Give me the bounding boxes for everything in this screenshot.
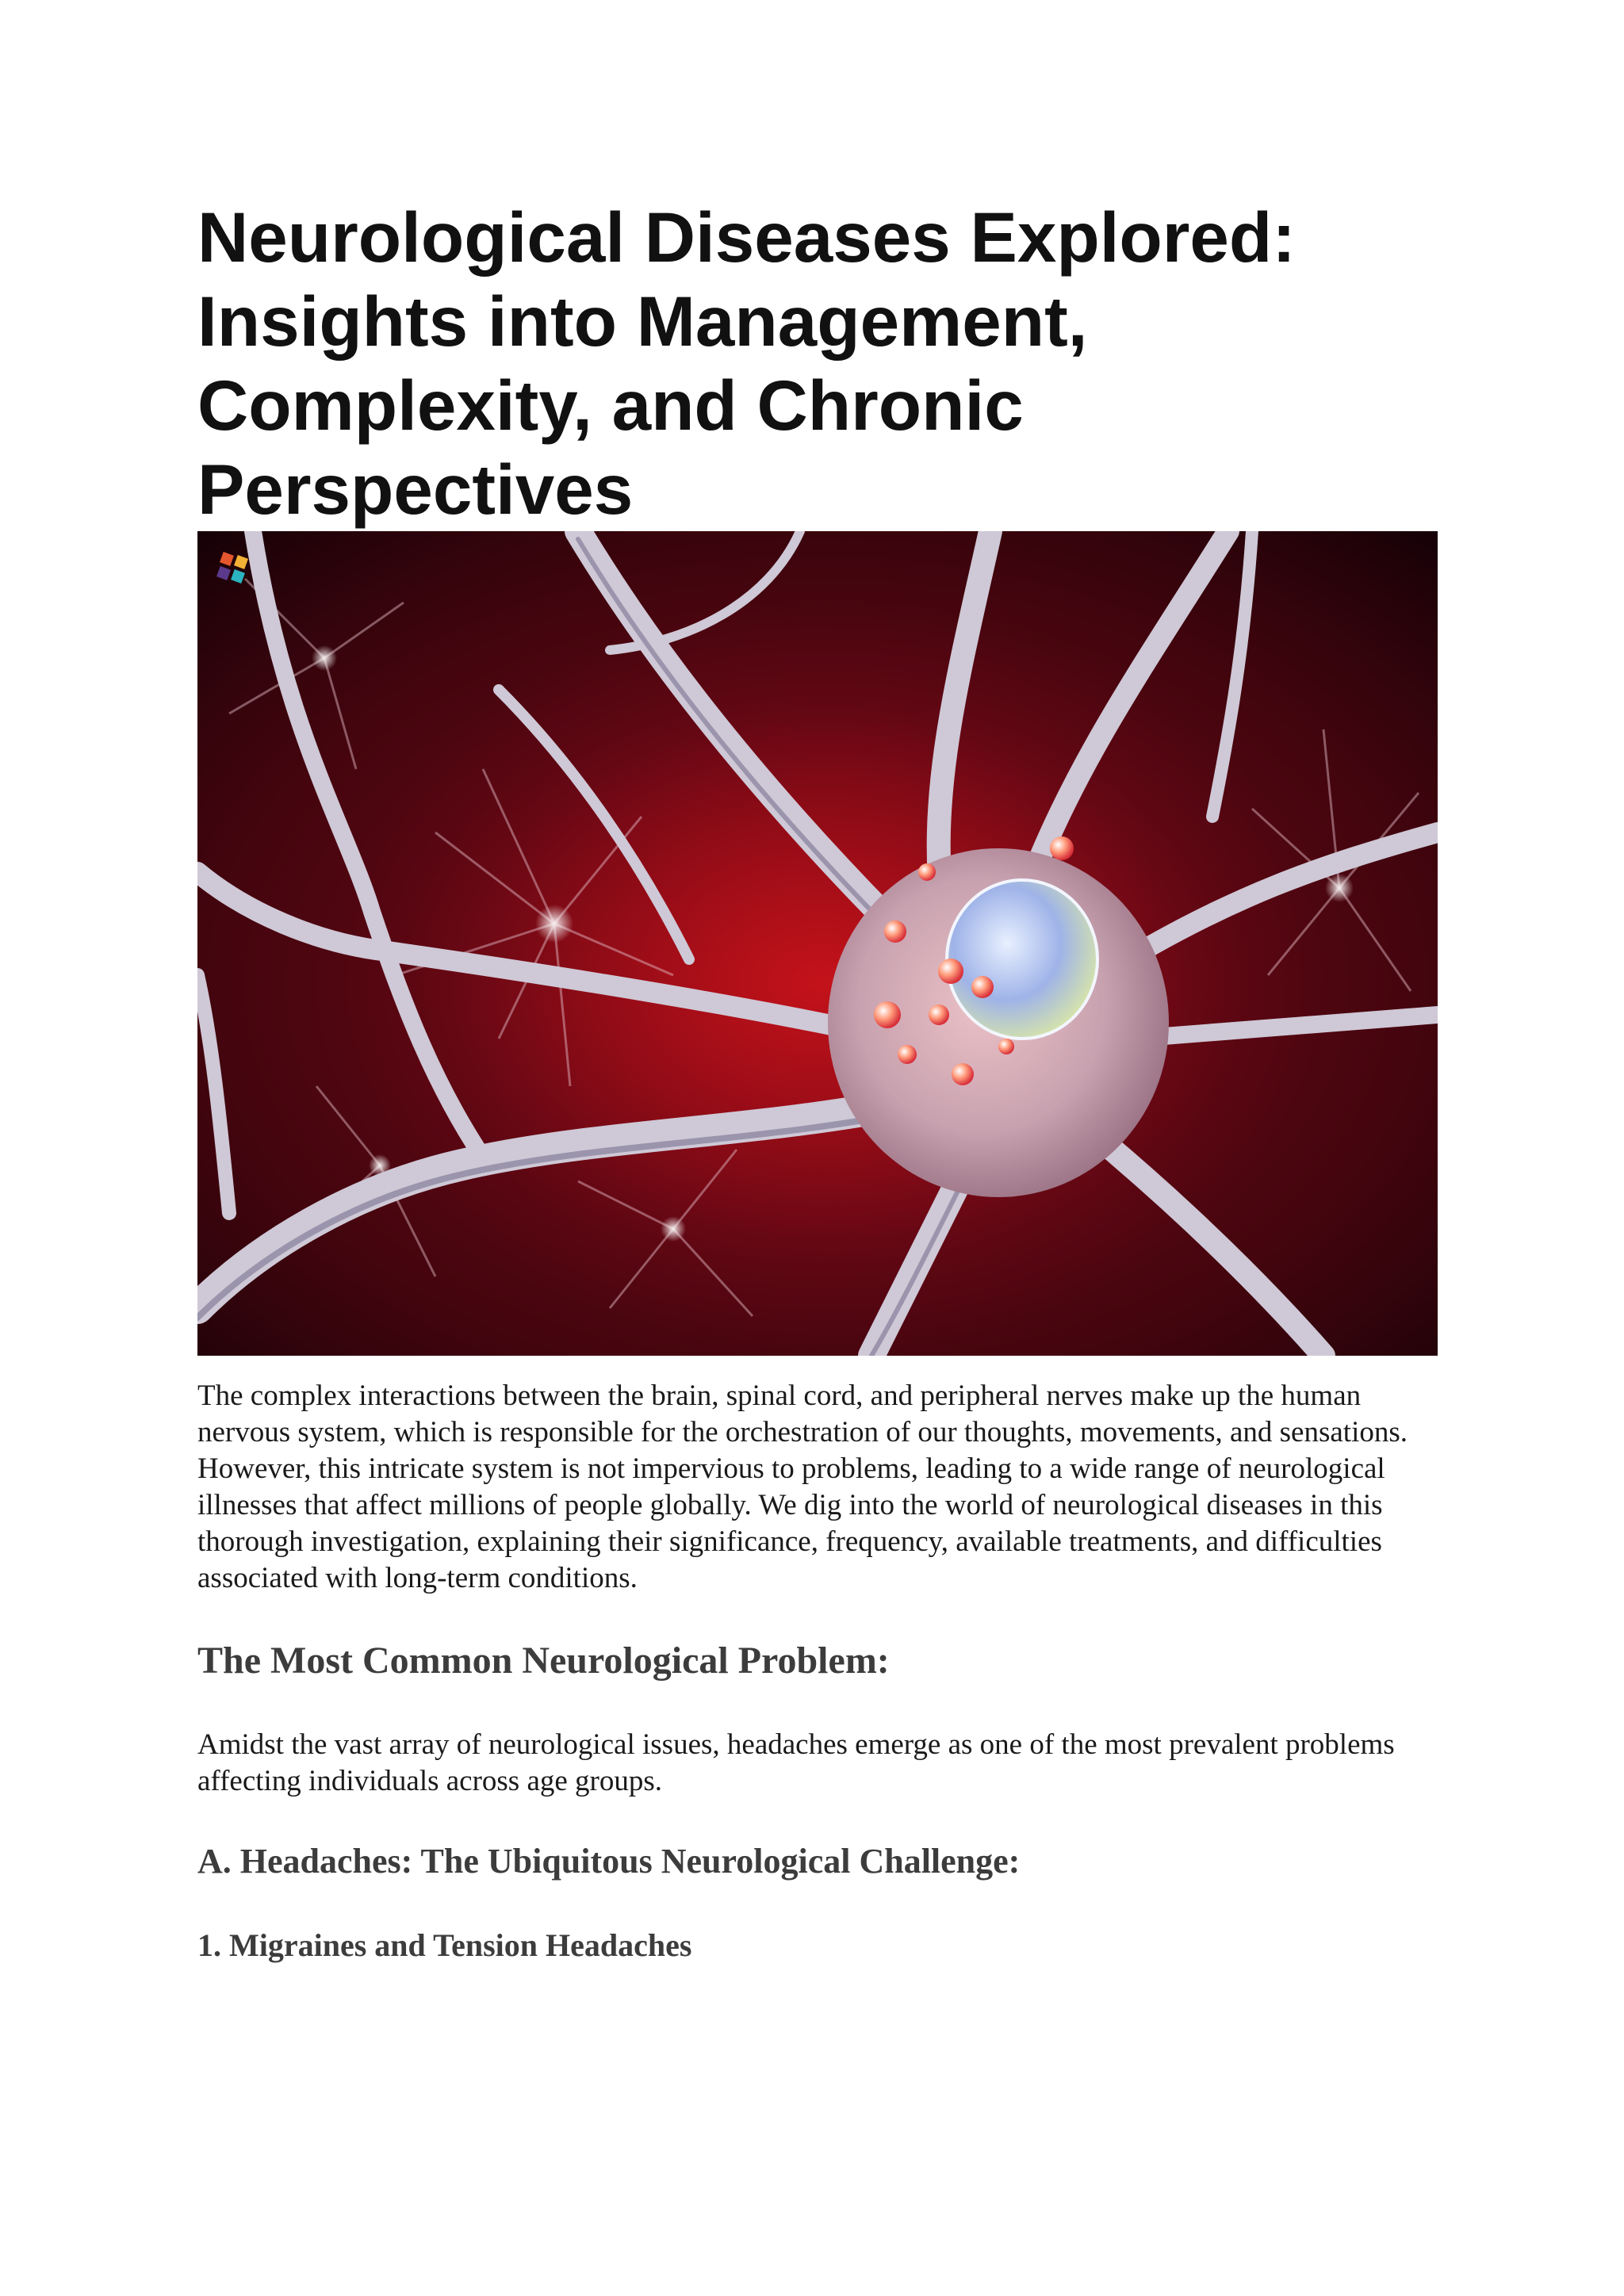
subsubsection-heading: 1. Migraines and Tension Headaches <box>197 1927 692 1963</box>
article-title: Neurological Diseases Explored: Insights into Management, Complexity, and Chronic Perspectives <box>197 197 1296 529</box>
subsection-heading: A. Headaches: The Ubiquitous Neurological Challenge: <box>197 1842 1021 1881</box>
section-paragraph: Amidst the vast array of neurological issues, headaches emerge as one of the most prevalent problems affecting individuals across age groups. <box>197 1728 1395 1797</box>
neuron-illustration-graphic <box>197 531 1438 1356</box>
section-heading: The Most Common Neurological Problem: <box>197 1640 890 1682</box>
intro-paragraph: The complex interactions between the brain, spinal cord, and peripheral nerves make up the human nervous system, which is responsible for the orchestration of our thoughts, movements, and sensations. However, this intricate system is not impervious to problems, leading to a wide range of neurological illnesses that affect millions of people globally. We dig into the world of neurological diseases in this thorough investigation, explaining their significance, frequency, available treatments, and difficulties associated with long-term conditions. <box>197 1380 1408 1594</box>
neuron-illustration <box>197 531 1438 1356</box>
